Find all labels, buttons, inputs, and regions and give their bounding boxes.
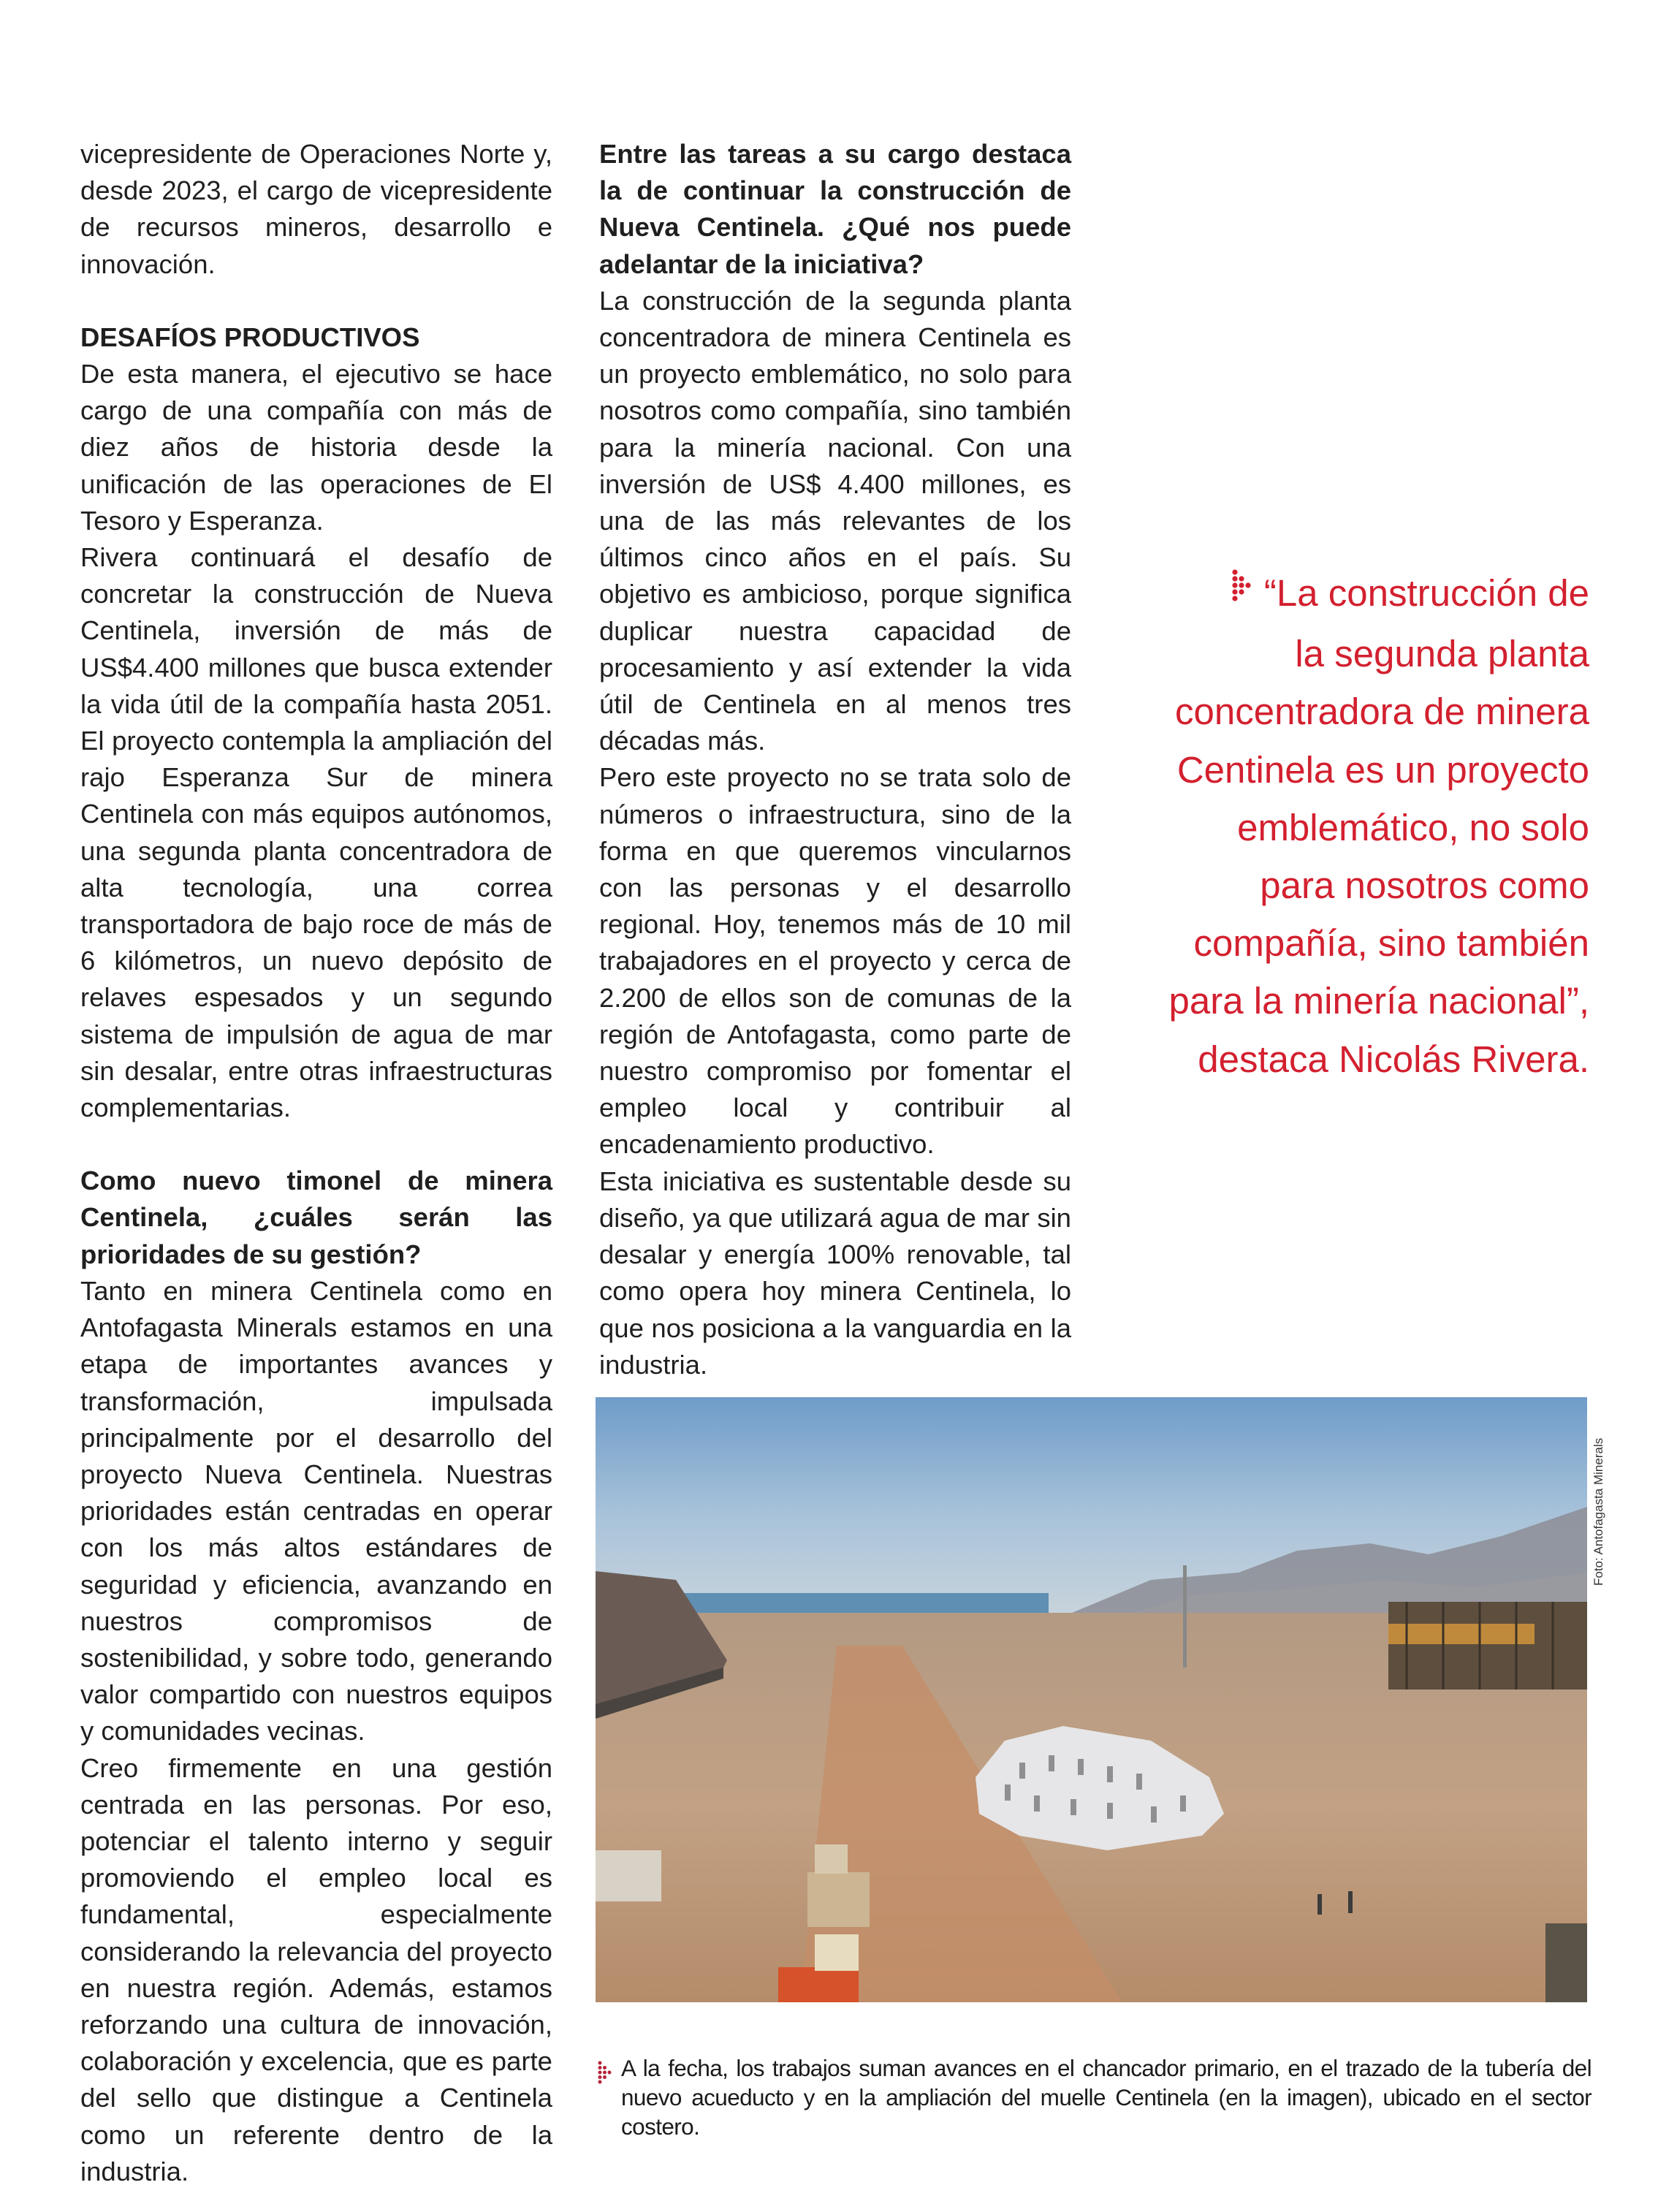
section-title: DESAFÍOS PRODUCTIVOS (80, 322, 420, 352)
truck (807, 1872, 870, 1927)
pull-quote-line-6: compañía, sino también (1193, 922, 1589, 965)
paragraph: Tanto en minera Centinela como en Antofagasta Minerals estamos en una etapa de importantes avances y transformación, impulsada principalmente por el desarrollo del proyecto Nueva Centinela. Nuestras prioridades están centradas en operar con los más altos estándares de seguridad y eficiencia, avanzando en nuestros compromisos de sostenibilidad, y sobre todo, generando valor compartido con nuestros equipos y comunidades vecinas. (80, 1275, 552, 1747)
pull-quote (1122, 564, 1589, 1088)
photo-illustration (596, 1397, 1587, 2002)
paragraph: Esta iniciativa es sustentable desde su diseño, ya que utilizará agua de mar sin desalar y energía 100% renovable, tal como opera hoy minera Centinela, lo que nos posiciona a la vanguardia en la industria. (599, 1166, 1071, 1380)
caption-text: A la fecha, los trabajos suman avances en el chancador primario, en el trazado de la tubería del nuevo acueducto y en la ampliación del muelle Centinela (en la imagen), ubicado en el sector costero. (621, 2055, 1592, 2140)
steel-structure (1388, 1602, 1587, 1690)
middle-column (599, 136, 1071, 1383)
pull-quote-line-4: emblemático, no solo (1237, 806, 1589, 848)
photo-credit: Foto: Antofagasta Minerals (1592, 1437, 1605, 1586)
dot-arrow-bullet-icon (598, 2061, 612, 2091)
roller-compactor (778, 1967, 859, 2002)
pull-quote-line-3: Centinela es un proyecto (1176, 748, 1589, 791)
crane-mast (1183, 1565, 1187, 1668)
pull-quote-line-1: la segunda planta (1295, 633, 1589, 675)
paragraph: La construcción de la segunda planta concentradora de minera Centinela es un proyecto emblemático, no solo para nosotros como compañía, sino también para la minería nacional. Con una inversión de US$ 4.400 millones, es una de las más relevantes de los últimos cinco años en el país. Su objetivo es ambicioso, porque significa duplicar nuestra capacidad de procesamiento y así extender la vida útil de Centinela en al menos tres décadas más. (599, 285, 1071, 756)
interview-question: Entre las tareas a su cargo destaca la de continuar la construcción de Nueva Centinela. ¿Qué nos puede adelantar de la iniciativa? (599, 139, 1071, 279)
pull-quote-line-2: concentradora de minera (1174, 691, 1589, 733)
paragraph: Rivera continuará el desafío de concretar la construcción de Nueva Centinela, inversión de más de US$4.400 millones que busca extender la vida útil de la compañía hasta 2051. El proyecto contempla la ampliación del rajo Esperanza Sur de minera Centinela con más equipos autónomos, una segunda planta concentradora de alta tecnología, una correa transportadora de bajo roce de más de 6 kilómetros, un nuevo depósito de relaves espesados y un segundo sistema de impulsión de agua de mar sin desalar, entre otras infraestructuras complementarias. (80, 542, 552, 1123)
worker (1317, 1894, 1322, 1915)
pull-quote-line-7: para la minería nacional”, (1168, 980, 1589, 1022)
construction-site-photo (596, 1397, 1587, 2002)
photo-caption (598, 2053, 1592, 2141)
pull-quote-line-0 (1122, 564, 1589, 625)
paragraph: Creo firmemente en una gestión centrada en las personas. Por eso, potenciar el talento interno y seguir promoviendo el empleo local es fundamental, especialmente considerando la relevancia del proyecto en nuestra región. Además, estamos reforzando una cultura de innovación, colaboración y excelencia, que es parte del sello que distingue a Centinela como un referente dentro de la industria. (80, 1752, 552, 2186)
intro-paragraph: vicepresidente de Operaciones Norte y, desde 2023, el cargo de vicepresidente de recursos mineros, desarrollo e innovación. (80, 139, 552, 279)
pull-quote-line-5: para nosotros como (1260, 864, 1589, 906)
dot-arrow-bullet-icon (1232, 561, 1254, 619)
pull-quote-text: “La construcción de (1263, 572, 1589, 614)
paragraph: De esta manera, el ejecutivo se hace cargo de una compañía con más de diez años de historia desde la unificación de las operaciones de El Tesoro y Esperanza. (80, 359, 552, 536)
paragraph: Pero este proyecto no se trata solo de números o infraestructura, sino de la forma en que queremos vincularnos con las personas y el desarrollo regional. Hoy, tenemos más de 10 mil trabajadores en el proyecto y cerca de 2.200 de ellos son de comunas de la región de Antofagasta, como parte de nuestro compromiso por fomentar el empleo local y contribuir al encadenamiento productivo. (599, 762, 1071, 1160)
left-column (80, 136, 552, 2190)
interview-question: Como nuevo timonel de minera Centinela, ¿cuáles serán las prioridades de su gestión? (80, 1166, 552, 1269)
worker (1348, 1891, 1353, 1913)
pull-quote-line-8: destaca Nicolás Rivera. (1198, 1038, 1589, 1080)
